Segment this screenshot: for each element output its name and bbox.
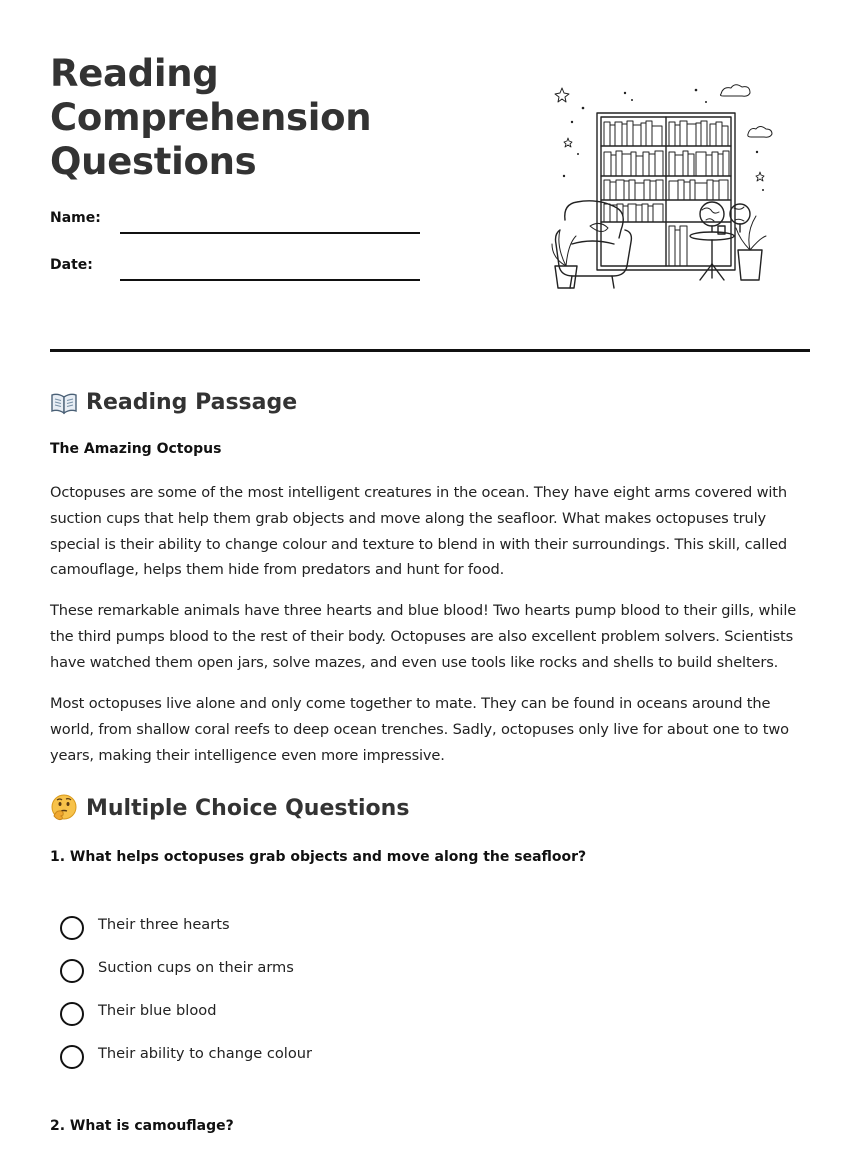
option-label: Their three hearts (98, 916, 230, 933)
passage-title: The Amazing Octopus (50, 441, 222, 457)
question-1-option-d[interactable] (60, 1041, 560, 1084)
passage-paragraph: Most octopuses live alone and only come together to mate. They can be found in oceans around the world, from shallow coral reefs to deep ocean trenches. Sadly, octopuses only live for about one to two years, making their intelligence even more impressive. (50, 695, 789, 764)
date-write-line[interactable] (120, 279, 420, 281)
reading-passage-heading (50, 390, 297, 415)
radio-circle-icon[interactable] (60, 916, 84, 940)
option-label: Their ability to change colour (98, 1045, 313, 1062)
option-label: Suction cups on their arms (98, 959, 294, 976)
name-field-row (50, 206, 420, 236)
date-field-row (50, 253, 420, 283)
passage-paragraph: These remarkable animals have three hearts and blue blood! Two hearts pump blood to their gills, while the third pumps blood to the rest of their body. Octopuses are also excellent problem solvers. Scientists have watched them open jars, solve mazes, and even use tools like rocks and shells to build shelters. (50, 602, 797, 671)
date-label: Date: (50, 257, 93, 273)
question-1-options (60, 912, 560, 1084)
question-1-option-c[interactable] (60, 998, 560, 1041)
header-divider (50, 349, 810, 352)
radio-circle-icon[interactable] (60, 1045, 84, 1069)
radio-circle-icon[interactable] (60, 1002, 84, 1026)
question-1-option-b[interactable] (60, 955, 560, 998)
thinking-face-icon (50, 794, 78, 822)
option-label: Their blue blood (98, 1002, 217, 1019)
question-2-text: 2. What is camouflage? (50, 1118, 234, 1134)
radio-circle-icon[interactable] (60, 959, 84, 983)
question-1-option-a[interactable] (60, 912, 560, 955)
question-1-text: 1. What helps octopuses grab objects and move along the seafloor? (50, 849, 587, 865)
passage-paragraph: Octopuses are some of the most intelligent creatures in the ocean. They have eight arms covered with suction cups that help them grab objects and move along the seafloor. What makes octopuses truly special is their ability to change colour and texture to blend in with their surroundings. This skill, called camouflage, helps them hide from predators and hunt for food. (50, 484, 788, 579)
multiple-choice-heading (50, 794, 409, 822)
multiple-choice-heading-text: Multiple Choice Questions (86, 795, 410, 821)
page-title: Reading Comprehension Questions (50, 52, 372, 183)
bookshelf-reading-nook-icon (550, 80, 780, 295)
name-label: Name: (50, 210, 101, 226)
reading-passage-heading-text: Reading Passage (86, 390, 298, 415)
worksheet-header (50, 0, 810, 352)
open-book-icon (50, 391, 78, 415)
name-write-line[interactable] (120, 232, 420, 234)
worksheet-page (50, 0, 810, 1134)
